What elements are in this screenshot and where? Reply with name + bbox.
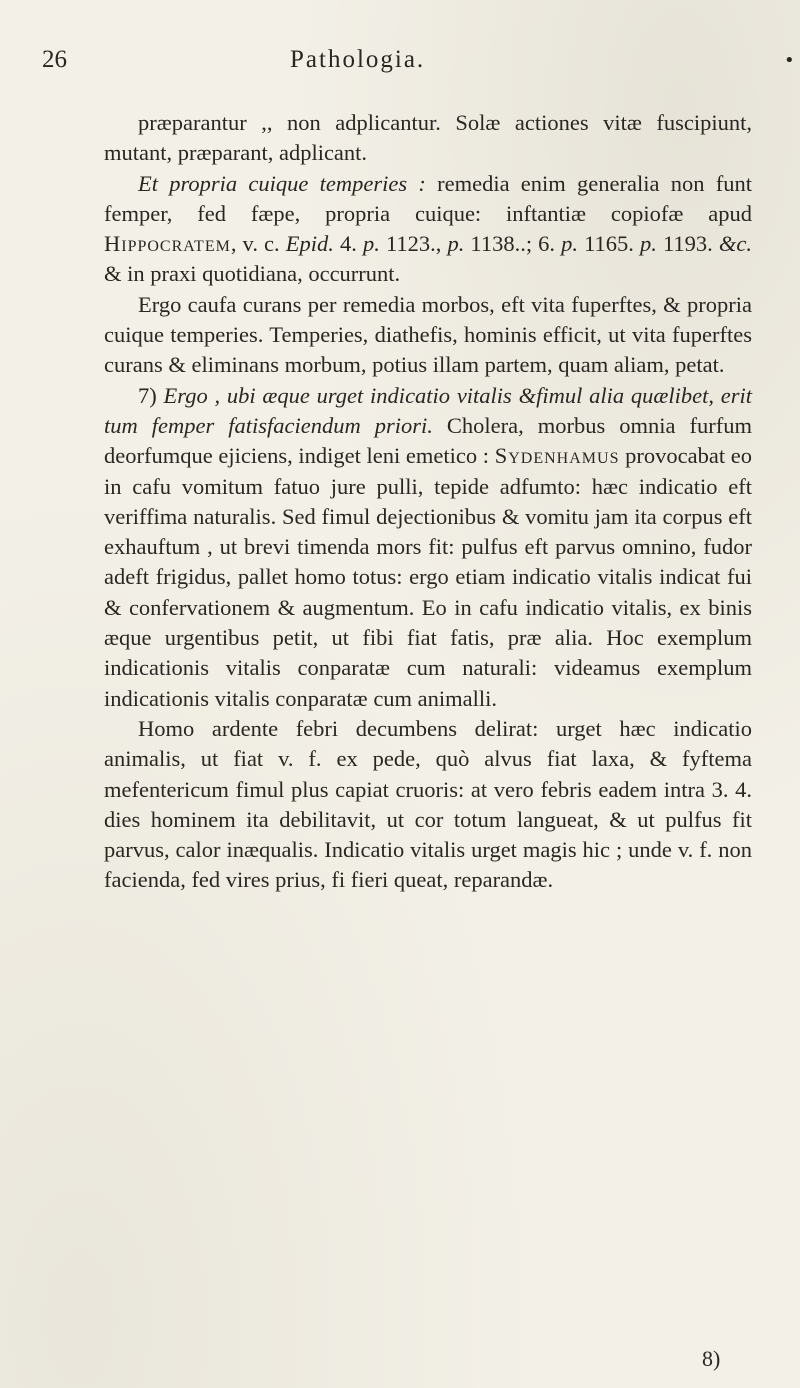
citation-p1: p. (362, 231, 380, 257)
body-text (104, 108, 752, 896)
paragraph-4-text-b: provocabat eo in cafu vomitum fatuo jure pulli, tepide adfumto: hæc indicatio eft veriffima naturalis. Sed fimul dejectionibus & vomitu jam ita corpus eft exhauftum , ut brevi timenda mors fit: pulfus eft parvus omnino, fudor adeft frigidus, pallet homo totus: ergo etiam indicatio vitalis indicat fui & confervationem & augmentum. Eo in cafu indicatio vitalis, ex binis æque urgentibus petit, ut fibi fiat fatis, præ alia. Hoc exemplum indicationis vitalis conparatæ cum naturali: videamus exemplum indicationis vitalis conparatæ cum animalli. (104, 443, 752, 711)
paragraph-2-text-d: 1123., (379, 231, 448, 257)
paragraph-5 (104, 714, 752, 896)
paragraph-4 (104, 381, 752, 714)
paragraph-1 (104, 108, 752, 169)
paragraph-3-text: Ergo caufa curans per remedia morbos, eft vita fuperftes, & propria cuique temperies. Temperies, diathefis, hominis efficit, ut vita fuperftes curans & eliminans morbum, potius illam partem, quam aliam, petat. (104, 291, 752, 378)
paragraph-2 (104, 169, 752, 290)
running-head: Pathologia. (290, 46, 426, 73)
author-hippocrates: Hippocratem (104, 231, 231, 257)
paragraph-5-text: Homo ardente febri decumbens delirat: urget hæc indicatio animalis, ut fiat v. f. ex pede, quò alvus fiat laxa, & fyftema mefentericum fimul plus capiat cruoris: at vero febris eadem intra 3. 4. dies hominem ita debilitavit, ut cor totum langueat, & ut pulfus fit parvus, calor inæqualis. Indicatio vitalis urget magis hic ; unde v. f. non facienda, fed vires prius, fi fieri queat, reparandæ. (104, 715, 752, 893)
paragraph-2-text-e: 1138..; 6. (464, 231, 562, 257)
page-number: 26 (42, 46, 67, 73)
paragraph-2-text-g: 1193. (656, 231, 719, 257)
paragraph-2-lead: Et propria cuique temperies : (138, 170, 426, 196)
paragraph-1-text: præparantur ,, non adplicantur. Solæ actiones vitæ fuscipiunt, mutant, præparant, adplicant. (104, 110, 752, 166)
paragraph-4-thesis: Ergo , ubi æque urget indicatio vitalis &fimul alia quælibet, erit tum femper fatisfaciendum priori. (104, 382, 753, 438)
paragraph-2-text-a: remedia enim generalia non funt femper, fed fæpe, propria cuique: inftantiæ copiofæ apud (104, 170, 752, 226)
printers-mark-icon: • (784, 50, 795, 71)
catchword: 8) (702, 1346, 721, 1371)
paragraph-2-text-f: 1165. (578, 231, 641, 257)
author-sydenham: Sydenhamus (494, 443, 620, 469)
page-header (36, 44, 795, 84)
paragraph-2-text-b: , v. c. (230, 231, 286, 257)
citation-epid: Epid. (285, 231, 334, 257)
paragraph-3 (104, 290, 752, 381)
citation-p2: p. (447, 231, 465, 257)
section-number: 7) (138, 382, 157, 408)
citation-etc: &c. (718, 231, 752, 257)
citation-p4: p. (640, 231, 657, 257)
paragraph-2-text-c: 4. (333, 231, 363, 257)
paragraph-4-text-a: Cholera, morbus omnia furfum deorfumque ejiciens, indiget leni emetico : (104, 412, 752, 469)
citation-p3: p. (561, 231, 579, 257)
paragraph-2-text-h: & in praxi quotidiana, occurrunt. (104, 261, 401, 287)
